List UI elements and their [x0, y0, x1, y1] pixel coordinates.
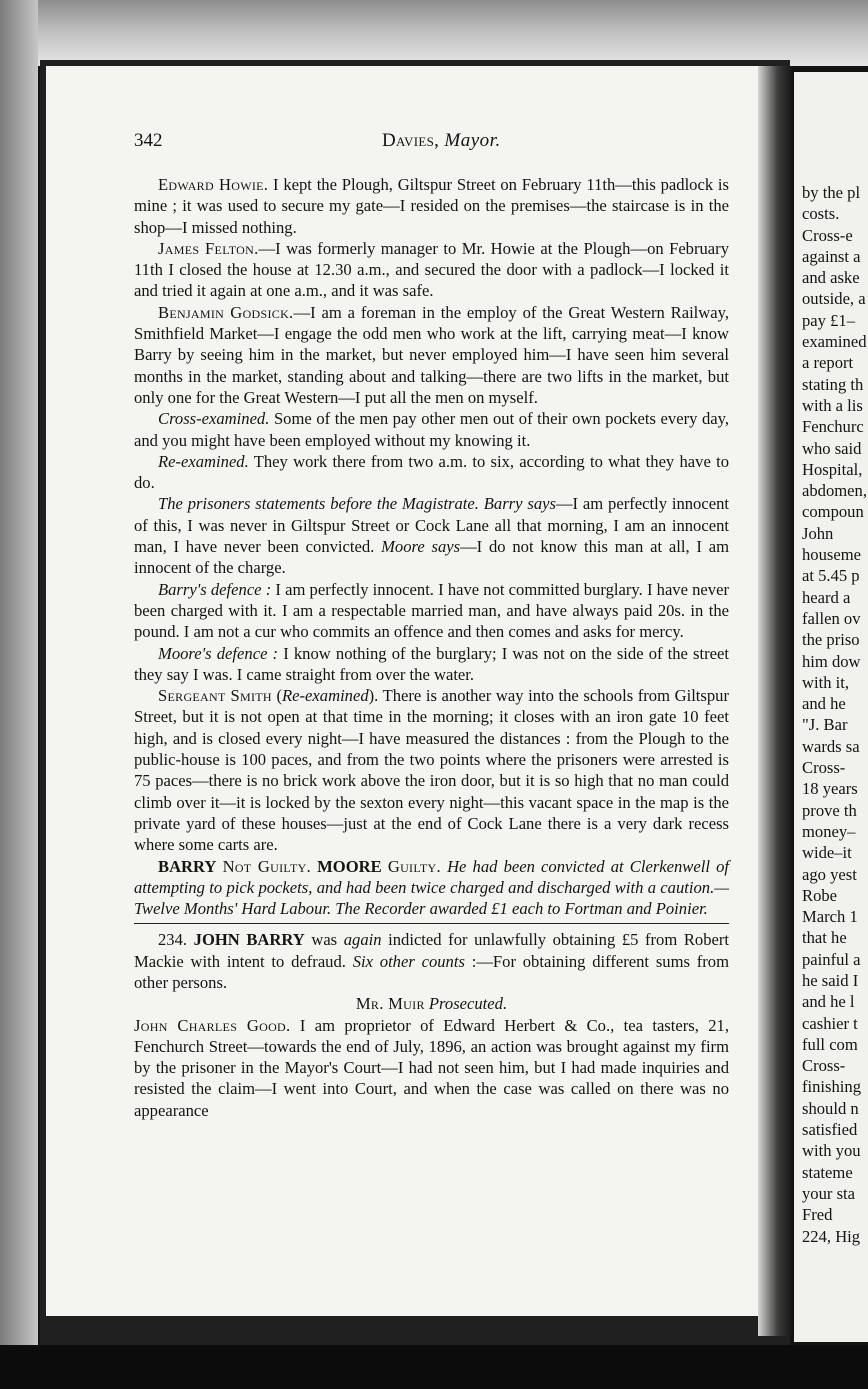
running-head-name: Davies, — [382, 130, 440, 151]
right-page-line: money– — [802, 821, 856, 841]
right-page-line: ago yest — [802, 864, 857, 884]
case-text: indicted for unlawfully obtaining £5 from Robert Mackie with intent to defraud. — [134, 930, 730, 971]
right-page-line: painful a — [802, 949, 861, 969]
right-page-line: 18 years — [802, 779, 858, 799]
verdict-text: Not Guilty. — [222, 856, 311, 876]
speaker-name: Benjamin Godsick. — [158, 302, 294, 322]
running-head-title: Mayor. — [444, 130, 501, 151]
left-page — [46, 66, 758, 1316]
right-page — [794, 72, 868, 1342]
right-page-line: costs. — [802, 204, 840, 224]
right-page-line: heard a — [802, 587, 851, 607]
case-heading — [134, 929, 729, 993]
right-page-line: satisfied — [802, 1120, 858, 1140]
testimony-paragraph — [134, 238, 729, 302]
right-page-line: he said I — [802, 970, 859, 990]
testimony-paragraph — [134, 493, 729, 578]
speaker-name: James Felton. — [158, 238, 259, 258]
speaker-name: John Charles Good. — [134, 1015, 291, 1035]
defendant-name: JOHN BARRY — [193, 930, 305, 950]
testimony-text: I kept the Plough, Giltspur Street on February 11th—this padlock is mine ; it was used to secure my gate—I resided on the premises—the staircase is in the shop—I missed nothing. — [134, 175, 729, 237]
right-page-line: the priso — [802, 630, 860, 650]
italic-parenthetical: Re-examined — [282, 686, 369, 706]
case-italic: Six other counts — [352, 951, 465, 971]
right-page-line: finishing — [802, 1077, 862, 1097]
right-page-line: wards sa — [802, 736, 860, 756]
right-page-line: and he l — [802, 992, 855, 1012]
testimony-paragraph — [134, 643, 729, 686]
testimony-text: I am proprietor of Edward Herbert & Co., tea tasters, 21, Fenchurch Street—towards the end of July, 1896, an action was brought against my firm by the prisoner in the Mayor's Court—I had not seen him, but I had made inquiries and resisted the claim—I went into Court, and when the case was called on there was no appearance — [134, 1015, 729, 1120]
right-page-line: outside, a — [802, 289, 866, 309]
right-page-line: with a lis — [802, 395, 863, 415]
right-page-line: with it, — [802, 672, 850, 692]
right-page-fragments — [802, 182, 868, 1247]
testimony-paragraph — [134, 1015, 729, 1121]
defendant-name: BARRY — [158, 856, 217, 876]
right-page-line: at 5.45 p — [802, 566, 860, 586]
case-text: was — [304, 930, 344, 950]
italic-lead: Re-examined. — [158, 451, 249, 471]
testimony-paragraph — [134, 408, 729, 451]
page-header — [134, 130, 734, 158]
verdict-paragraph — [134, 856, 729, 920]
testimony-paragraph — [134, 579, 729, 643]
case-italic: again — [343, 930, 382, 950]
right-page-line: abdomen, — [802, 481, 867, 501]
page-number: 342 — [134, 130, 163, 151]
right-page-line: wide–it — [802, 843, 852, 863]
right-page-line: "J. Bar — [802, 715, 848, 735]
prosecuted-label: Prosecuted. — [428, 994, 508, 1014]
case-number: 234. — [158, 930, 188, 950]
section-divider — [134, 923, 729, 924]
prosecutor-name: Mr. Muir — [355, 994, 425, 1014]
verdict-text: Guilty. — [387, 856, 441, 876]
italic-mid: Moore says — [381, 537, 461, 557]
running-head — [382, 130, 501, 152]
book-gutter — [758, 66, 794, 1336]
right-page-line: Fred — [802, 1205, 833, 1225]
right-page-line: and he — [802, 694, 846, 714]
testimony-text: I know nothing of the burglary; I was not on the side of the street they say I was. I came straight from over the water. — [134, 643, 729, 684]
right-page-line: and aske — [802, 268, 860, 288]
page-body — [134, 174, 729, 1121]
right-page-line: Hospital, — [802, 459, 863, 479]
testimony-text: Some of the men pay other men out of their own pockets every day, and you might have been employed without my knowing it. — [134, 409, 729, 450]
italic-lead: Barry's defence : — [158, 579, 272, 599]
testimony-text: —I was formerly manager to Mr. Howie at the Plough—on February 11th I closed the house at 12.30 a.m., and secured the door with a padlock—I locked it and tried it again at one a.m., and it was safe. — [134, 238, 729, 301]
testimony-paragraph — [134, 302, 729, 408]
right-page-line: Robe — [802, 885, 838, 905]
right-page-line: compoun — [802, 502, 864, 522]
right-page-line: against a — [802, 246, 861, 266]
right-page-line: March 1 — [802, 907, 858, 927]
right-page-line: fallen ov — [802, 608, 861, 628]
right-page-line: examined — [802, 332, 867, 352]
testimony-text: I am perfectly innocent. I have not committed burglary. I have never been charged with it. I am a respectable married man, and have always paid 20s. in the pound. I am not a cur who commits an offence and then comes and asks for mercy. — [134, 579, 729, 642]
right-page-line: him dow — [802, 651, 861, 671]
right-page-line: 224, Hig — [802, 1226, 861, 1246]
right-page-line: cashier t — [802, 1013, 858, 1033]
italic-lead: The prisoners statements before the Magistrate. Barry says — [158, 494, 556, 514]
right-page-line: with you — [802, 1141, 861, 1161]
testimony-paragraph — [134, 174, 729, 238]
speaker-name: Sergeant Smith — [158, 686, 272, 706]
right-page-line: should n — [802, 1098, 859, 1118]
scanner-background-left — [0, 0, 38, 1389]
testimony-text: —I am perfectly innocent of this, I was never in Giltspur Street or Cock Lane all that morning, I am an innocent man, I have never been convicted. — [134, 494, 729, 557]
right-page-line: your sta — [802, 1183, 855, 1203]
prosecution-line — [134, 993, 729, 1014]
right-page-line: prove th — [802, 800, 857, 820]
right-page-line: Cross- — [802, 1056, 846, 1076]
right-page-line: John — [802, 523, 834, 543]
scanner-background-bottom — [0, 1345, 868, 1389]
right-page-line: Fenchurc — [802, 417, 864, 437]
italic-lead: Cross-examined. — [158, 409, 270, 429]
case-text: :—For obtaining different sums from other persons. — [134, 951, 729, 992]
testimony-text: —I do not know this man at all, I am innocent of the charge. — [134, 537, 729, 578]
right-page-line: by the pl — [802, 183, 861, 202]
right-page-line: full com — [802, 1034, 858, 1054]
right-page-line: Cross- — [802, 758, 846, 778]
testimony-paragraph: Sergeant Smith (Re-examined). There is another way into the schools from Giltspur Street, but it is not open at that time in the morning; it closes with an iron gate 10 feet high, and is closed every night—I have measured the distances : from the Plough to the public-house is 100 paces, and from the two points where the prisoners were arrested is 75 paces—there is no brick work above the iron door, but it is so high that no man could climb over it—it is locked by the sexton every night—this vacant space in the map is the private yard of these houses—just at the end of Cock Lane there is a very dark recess where some carts are. — [134, 686, 729, 855]
right-page-line: stating th — [802, 374, 864, 394]
right-page-line: that he — [802, 928, 847, 948]
italic-lead: Moore's defence : — [158, 643, 279, 663]
sentence-text: He had been convicted at Clerkenwell of attempting to pick pockets, and had been twice charged and discharged with a caution.—Twelve Months' Hard Labour. The Recorder awarded £1 each to Fortman and Poinier. — [134, 856, 729, 919]
right-page-line: Cross-e — [802, 225, 853, 245]
right-page-line: pay £1– — [802, 310, 855, 330]
scanner-background-top — [0, 0, 868, 66]
testimony-text: . There is another way into the schools from Giltspur Street, but it is not open at that time in the morning; it closes with an iron gate 10 feet high, and is closed every night—I have measured the distances : from the Plough to the public-house is 100 paces, and from the two points where the prisoners were arrested is 75 paces—there is no brick work above the iron door, but it is so high that no man could climb over it—it is locked by the sexton every night—this vacant space in the map is the private yard of these houses—just at the end of Cock Lane there is a very dark recess where some carts are. — [134, 686, 729, 855]
right-page-line: stateme — [802, 1162, 853, 1182]
testimony-paragraph — [134, 451, 729, 494]
right-page-line: houseme — [802, 545, 861, 565]
right-page-line: who said — [802, 438, 862, 458]
testimony-text: They work there from two a.m. to six, according to what they have to do. — [134, 451, 729, 493]
testimony-text: —I am a foreman in the employ of the Great Western Railway, Smithfield Market—I engage the odd men who work at the lift, carrying meat—I know Barry by seeing him in the market, but never employed him—I have seen him several months in the market, standing about and talking—there are two lifts in the market, but only one for the Great Western—I put all the men on myself. — [134, 302, 730, 407]
right-page-line: a report — [802, 353, 854, 373]
speaker-name: Edward Howie. — [158, 175, 269, 194]
defendant-name: MOORE — [317, 856, 382, 876]
